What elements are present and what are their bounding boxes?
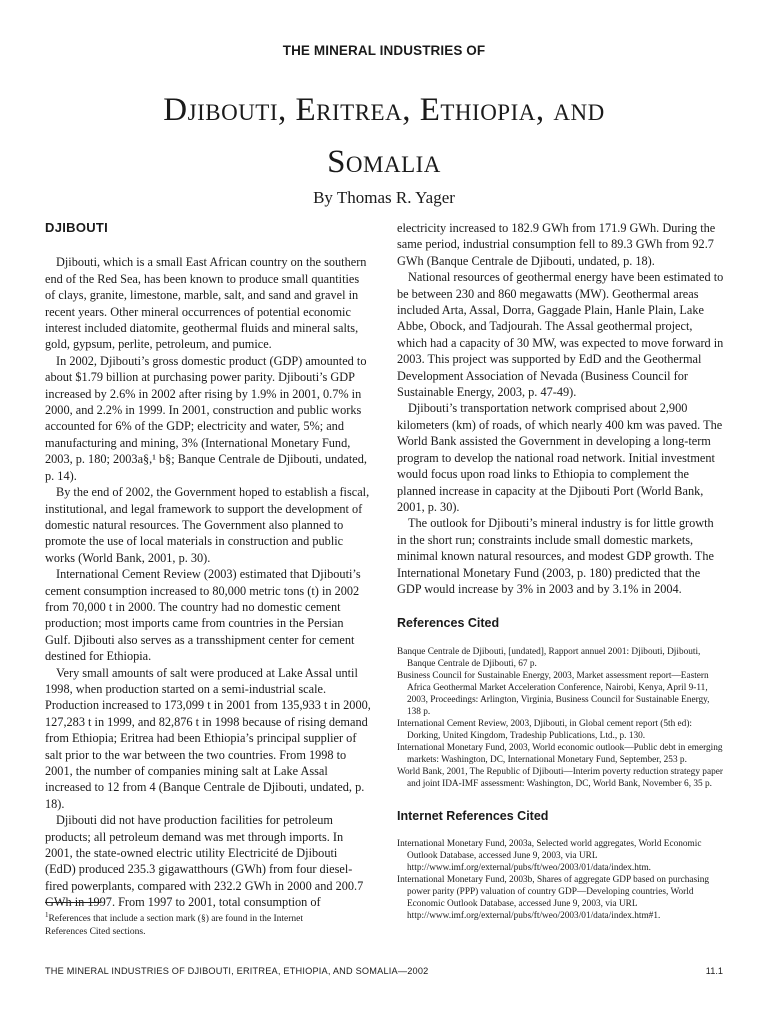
body-paragraph: National resources of geothermal energy have been estimated to be between 230 and 860 megawatts (MW). Geothermal areas included Arta, Assal, Dorra, Gaggade Plain, Hanle Plain, Lake Abbe, Obock, and Tadjourah. The Assal geothermal project, which had a capacity of 30 MW, was expected to move forward in 2003. This project was supported by EdD and the Geothermal Development Association of Nevada (Business Council for Sustainable Energy, 2003, p. 47-49).: [397, 270, 724, 400]
title-line-2: Somalia: [327, 144, 441, 180]
page-number: 11.1: [705, 966, 723, 976]
body-paragraph: Very small amounts of salt were produced at Lake Assal until 1998, when production started on a semi-industrial scale. Production increased to 173,099 t in 2001 from 135,933 t in 2000, 127,283 t in 1999, and 82,876 t in 1998 because of rising demand from Ethiopia; Eritrea had been Ethiopia’s principal supplier of salt prior to the war between the two countries. From 1998 to 2001, the number of companies mining salt at Lake Assal increased to 12 from 4 (Banque Centrale de Djibouti, undated, p. 18).: [45, 665, 371, 811]
running-footer: THE MINERAL INDUSTRIES OF DJIBOUTI, ERITREA, ETHIOPIA, AND SOMALIA—2002: [45, 966, 429, 976]
right-column: [397, 220, 725, 922]
section-heading-djibouti: DJIBOUTI: [45, 220, 109, 235]
footnote-divider: [45, 902, 101, 903]
body-paragraph: Djibouti, which is a small East African country on the southern end of the Red Sea, has been known to produce small quantities of clays, granite, limestone, marble, salt, and sand and gravel in recent years. Other mineral occurrences of potential economic interest included diatomite, geothermal fluids and mineral salts, gold, gypsum, perlite, petroleum, and pumice.: [45, 255, 367, 352]
internet-references-heading: Internet References Cited: [397, 808, 549, 823]
footnote: [45, 909, 345, 938]
body-paragraph: The outlook for Djibouti’s mineral industry is for little growth in the short run; constraints include small domestic markets, minimal known natural resources, and modest GDP growth. The International Monetary Fund (2003, p. 180) predicted that the GDP would increase by 3% in 2003 and by 3.1% in 2004.: [397, 516, 714, 596]
left-column: [45, 220, 371, 911]
references-heading: References Cited: [397, 616, 500, 631]
author-byline: By Thomas R. Yager: [313, 188, 455, 207]
body-paragraph: In 2002, Djibouti’s gross domestic product (GDP) amounted to about $1.79 billion at purchasing power parity. Djibouti’s GDP increased by 2.6% in 2002 after rising by 1.9% in 2001, 0.7% in 2000, and 2.2% in 1999. In 2001, construction and public works accounted for 6% of the GDP; electricity and water, 5%; and manufacturing and mining, 3% (International Monetary Fund, 2003, p. 180; 2003a§,¹ b§; Banque Centrale de Djibouti, undated, p. 14).: [45, 353, 367, 483]
body-paragraph: International Cement Review (2003) estimated that Djibouti’s cement consumption increased to 80,000 metric tons (t) in 2002 from 70,000 t in 2000. The country had no domestic cement production; most imports came from countries in the Persian Gulf. Djibouti also serves as a transshipment center for cement destined for Ethiopia.: [45, 567, 361, 664]
reference-item: International Cement Review, 2003, Djibouti, in Global cement report (5th ed): Dorking, United Kingdom, Tradeship Publications, Ltd., p. 130.: [397, 718, 693, 741]
footnote-mark: 1: [45, 911, 49, 919]
series-title: THE MINERAL INDUSTRIES OF: [282, 43, 486, 58]
internet-reference-item: International Monetary Fund, 2003a, Selected world aggregates, World Economic Outlook Database, accessed June 9, 2003, via URL http://www.imf.org/external/pubs/ft/weo/2003/01/data/index.htm.: [397, 839, 702, 874]
internet-reference-item: International Monetary Fund, 2003b, Shares of aggregate GDP based on purchasing power parity (PPP) valuation of country GDP—Developing countries, World Economic Outlook Database, accessed June 9, 2003, via URL http://www.imf.org/external/pubs/ft/weo/2003/01/data/index.htm#1.: [397, 875, 710, 922]
body-paragraph: electricity increased to 182.9 GWh from 171.9 GWh. During the same period, industrial consumption fell to 89.3 GWh from 92.7 GWh (Banque Centrale de Djibouti, undated, p. 18).: [397, 221, 716, 268]
footnote-text: References that include a section mark (§) are found in the Internet References Cited sections.: [45, 914, 304, 937]
body-paragraph: Djibouti’s transportation network comprised about 2,900 kilometers (km) of roads, of which nearly 400 km was paved. The World Bank assisted the Government in developing a long-term program to develop the national road network. Initial investment would focus upon road links to Ethiopia to complement the planned increase in capacity at the Djibouti Port (World Bank, 2001, p. 30).: [397, 401, 723, 514]
body-paragraph: By the end of 2002, the Government hoped to establish a fiscal, institutional, and legal framework to support the development of domestic natural resources. The Government also planned to promote the use of local materials in construction and public works (World Bank, 2001, p. 30).: [45, 485, 370, 565]
page-title: [0, 84, 768, 188]
reference-item: World Bank, 2001, The Republic of Djibouti—Interim poverty reduction strategy paper and joint IDA-IMF assessment: Washington, DC, World Bank, November 6, 35 p.: [397, 766, 723, 789]
reference-item: Business Council for Sustainable Energy, 2003, Market assessment report—Eastern Africa Geothermal Market Acceleration Conference, Nairobi, Kenya, April 9-11, 2003, Proceedings: Arlington, Virginia, Business Council for Sustainable Energy, 138 p.: [397, 670, 710, 717]
body-paragraph: Djibouti did not have production facilities for petroleum products; all petroleum demand was met through imports. In 2001, the state-owned electric utility Electricité de Djibouti (EdD) produced 235.3 gigawatthours (GWh) from four diesel-fired powerplants, compared with 232.2 GWh in 2000 and 200.7 GWh in 1997. From 1997 to 2001, total consumption of: [45, 813, 364, 910]
reference-item: Banque Centrale de Djibouti, [undated], Rapport annuel 2001: Djibouti, Djibouti, Banque Centrale de Djibouti, 67 p.: [397, 646, 701, 669]
title-line-1: Djibouti, Eritrea, Ethiopia, and: [163, 92, 605, 128]
reference-item: International Monetary Fund, 2003, World economic outlook—Public debt in emerging markets: Washington, DC, International Monetary Fund, September, 253 p.: [397, 742, 723, 765]
